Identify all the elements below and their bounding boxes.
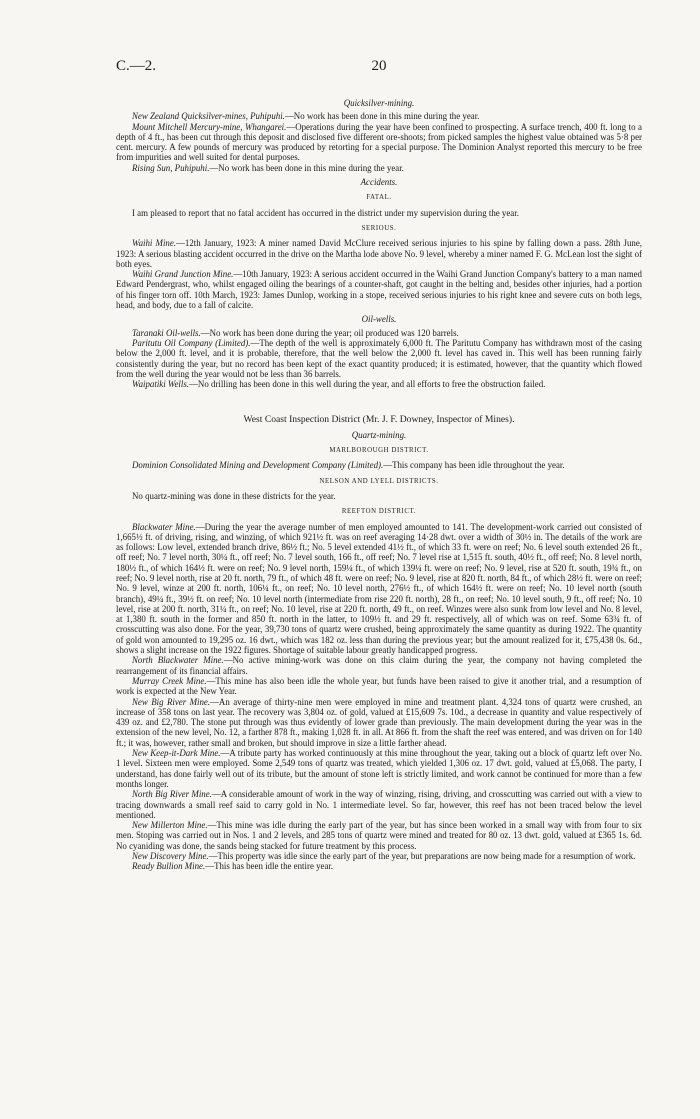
paragraph-text: —A considerable amount of work in the way of winzing, rising, driving, and crosscutting was carried out with a view to tracing downwards a small reef said to carry gold in No. 1 intermediate level. So far, however, this reef has not been traced below the level mentioned. [116, 789, 642, 820]
paragraph [116, 460, 642, 470]
paragraph-lead: New Millerton Mine. [132, 820, 208, 831]
paragraph-lead: New Zealand Quicksilver-mines, Puhipuhi. [132, 111, 285, 122]
subsection-heading: FATAL. [366, 194, 392, 202]
paragraph-lead: Taranaki Oil-wells. [132, 327, 201, 338]
paragraph [116, 820, 642, 851]
paragraph-lead: New Keep-it-Dark Mine. [132, 748, 221, 759]
paragraph-lead: Paritutu Oil Company (Limited). [132, 337, 251, 348]
paragraph-text: —This company has been idle throughout the year. [383, 460, 565, 471]
paragraph-lead: Dominion Consolidated Mining and Development Company (Limited). [132, 460, 384, 471]
section-heading: Oil-wells. [361, 314, 397, 325]
section-heading: Quicksilver-mining. [343, 98, 415, 108]
paragraph-text: —During the year the average number of men employed amounted to 141. The development-work carried out consisted of 1,665½ ft. of driving, rising, and winzing, of which 921½ ft. was on reef averaging 14·28 dwt. over a width of 30½ in. The details of the work are as follows: Low level, extended branch drive, 86½ ft.; No. 5 level extended 41½ ft., of which 33 ft. were on reef; No. 6 level south extended 26 ft., off reef; No. 7 level north, 30¼ ft., off reef; No. 7 level south, 166 ft., off reef; No. 7 level rise at 1,515 ft. south, 40½ ft., off reef; No. 8 level north, 180½ ft., of which 164½ ft. were on reef; No. 9 level north, 159¼ ft., of which 139¼ ft. were on reef; No. 9 level, rise at 520 ft. south, 19¾ ft., on reef; No. 9 level north, rise at 20 ft. north, 79 ft., of which 48 ft. were on reef; No. 9 level, rise at 820 ft. north, 84 ft., of which 28½ ft. were on reef; No. 9 level, winze at 200 ft. north, 106¼ ft., on reef; No. 10 level north, 276½ ft., of which 164½ ft. were on reef; No. 10 level north (south branch), 49¼ ft., 39½ ft. on reef; No. 10 level north (intermediate from rise 220 ft. north), 28 ft., on reef; No. 10 level south, 9 ft., off reef; No. 10 level, rise at 200 ft. north, 31¼ ft., on reef; No. 10 level, rise at 220 ft. north, 49 ft., on reef. Winzes were also sunk from low level and No. 8 level, at 1,380 ft. south in the former and 850 ft. north in the latter, to 109½ ft. and 29 ft. respectively, all of which was on reef. Some 63¾ ft. of crosscutting was also done. For the year, 39,730 tons of quartz were crushed, being approximately the same quantity as during 1922. The quantity of gold won amounted to 19,295 oz. 16 dwt., which was 182 oz. less than during the previous year; but the amount realized for it, £75,438 0s. 6d., shows a slight increase on the 1922 figures. Shortage of suitable labour greatly handicapped progress. [116, 521, 643, 656]
paragraph-text: —No active mining-work was done on this claim during the year, the company not having completed the rearrangement of its financial affairs. [116, 655, 642, 676]
paragraph [116, 338, 642, 379]
paragraph-lead: Murray Creek Mine. [132, 675, 207, 686]
section-heading: Accidents. [360, 177, 398, 188]
paragraph-text: —The depth of the well is approximately 6,000 ft. The Paritutu Company has withdrawn most of the casing below the 2,000 ft. level, and it is probable, therefore, that the well below the 2,000 ft. level has caved in. This well has been running fairly consistently during the year, but no record has been kept of the exact quantity produced; it is estimated, however, that the quantity which flowed from the well during the year would not be less than 36 barrels. [116, 337, 642, 379]
paragraph-text: —No work has been done during the year; oil produced was 120 barrels. [200, 327, 459, 338]
paragraph-lead: Blackwater Mine. [132, 521, 196, 532]
paragraph-text: —Operations during the year have been confined to prospecting. A surface trench, 400 ft. long to a depth of 4 ft., has been cut through this deposit and disclosed five different ore-shoots; from picked samples the highest value obtained was 5·8 per cent. mercury. A few pounds of mercury was produced by retorting for a special purpose. The Dominion Analyst reported this mercury to be free from impurities and well suited for dental purposes. [116, 121, 642, 163]
document-code: C.—2. [116, 58, 157, 74]
paragraph-lead: Mount Mitchell Mercury-mine, Whangarei. [132, 121, 287, 132]
paragraph-text: I am pleased to report that no fatal accident has occurred in the district under my supervision during the year. [132, 207, 519, 218]
paragraph [116, 238, 642, 269]
paragraph-text: —This has been idle the entire year. [205, 861, 334, 872]
paragraph-lead: Waihi Mine. [132, 238, 177, 249]
subsection-heading: SERIOUS. [361, 224, 397, 232]
paragraph-lead: North Blackwater Mine. [132, 655, 224, 666]
paragraph-text: —10th January, 1923: A serious accident occurred in the Waihi Grand Junction Company's battery to a man named Edward Pendergrast, who, whilst engaged oiling the bearings of a counter-shaft, got caught in the belting and, besides other injuries, had a portion of his finger torn off. 10th March, 1923: James Dunlop, working in a stope, received serious injuries to his right knee and severe cuts on both legs, head, and body, due to a fall of calcite. [116, 269, 642, 311]
paragraph-text: —This mine has also been idle the whole year, but funds have been raised to give it another trial, and a resumption of work is expected at the New Year. [116, 675, 642, 697]
paragraph-text: —12th January, 1923: A miner named David McClure received serious injuries to his spine by falling down a pass. 28th June, 1923: A serious blasting accident occurred in the drive on the Martha lode above No. 9 level, whereby a miner named F. G. McLean lost the sight of both eyes. [116, 238, 642, 269]
paragraph-text: —An average of thirty-nine men were employed in mine and treatment plant. 4,324 tons of quartz were crushed, an increase of 358 tons on last year. The recovery was 3,804 oz. of gold, valued at £15,609 7s. 10d., a decrease in quantity and value respectively of 439 oz. and £2,780. The stone put through was thus evidently of lower grade than previously. The main development during the year was in the extension of the new level, No. 12, a farther 878 ft., making 1,028 ft. in all. At 866 ft. from the shaft the reef was entered, and was driven on for 140 ft.; it was, however, rather small and broken, but should improve in size a little farther ahead. [116, 696, 642, 748]
paragraph [116, 163, 642, 173]
paragraph [116, 861, 642, 871]
paragraph-lead: Waihi Grand Junction Mine. [132, 269, 234, 280]
page-header [116, 58, 642, 80]
paragraph [116, 676, 642, 697]
paragraph [116, 111, 642, 121]
page-number: 20 [371, 58, 387, 74]
paragraph-text: —No drilling has been done in this well during the year, and all efforts to free the obstruction failed. [189, 379, 546, 390]
district-heading: West Coast Inspection District (Mr. J. F. Downey, Inspector of Mines). [243, 414, 515, 426]
section-heading: Quartz-mining. [351, 429, 407, 440]
paragraph [116, 122, 642, 163]
paragraph [116, 379, 642, 389]
paragraph-lead: Waipatiki Wells. [132, 379, 190, 390]
subsection-heading: MARLBOROUGH DISTRICT. [329, 447, 429, 455]
paragraph [116, 789, 642, 820]
paragraph-text: —A tribute party has worked continuously at this mine throughout the year, taking out a block of quartz left over No. 1 level. Sixteen men were employed. Some 2,549 tons of quartz was treated, which yielded 1,306 oz. 17 dwt. gold, valued at £5,068. The party, I understand, has done fairly well out of its tribute, but the amount of stone left is strictly limited, and work cannot be continued for more than a few months longer. [116, 748, 642, 789]
paragraph-lead: North Big River Mine. [132, 789, 212, 800]
paragraph-text: No quartz-mining was done in these districts for the year. [132, 490, 336, 501]
paragraph [116, 655, 642, 676]
paragraph [116, 851, 642, 861]
paragraph-text: —This mine was idle during the early part of the year, but has since been worked in a small way with from four to six men. Stoping was carried out in Nos. 1 and 2 levels, and 285 tons of quartz were mined and treated for 80 oz. 13 dwt. gold, valued at £365 1s. 6d. No cyaniding was done, the sands being stacked for future treatment by this process. [116, 820, 642, 851]
paragraph-lead: New Big River Mine. [132, 696, 211, 707]
paragraph [116, 208, 642, 218]
paragraph [116, 522, 642, 656]
paragraph-text: —This property was idle since the early part of the year, but preparations are now being made for a resumption of work. [208, 851, 636, 861]
paragraph-lead: Rising Sun, Puhipuhi. [132, 162, 210, 173]
paragraph-text: —No work has been done in this mine during the year. [284, 111, 480, 122]
paragraph-lead: Ready Bullion Mine. [132, 861, 206, 872]
paragraph [116, 748, 642, 789]
subsection-heading: REEFTON DISTRICT. [341, 508, 417, 516]
paragraph [116, 269, 642, 310]
paragraph-lead: New Discovery Mine. [132, 851, 209, 861]
paragraph [116, 328, 642, 338]
document-body [116, 94, 642, 872]
paragraph [116, 491, 642, 501]
subsection-heading: NELSON AND LYELL DISTRICTS. [319, 477, 439, 485]
paragraph [116, 697, 642, 748]
paragraph-text: —No work has been done in this mine during the year. [209, 162, 404, 173]
